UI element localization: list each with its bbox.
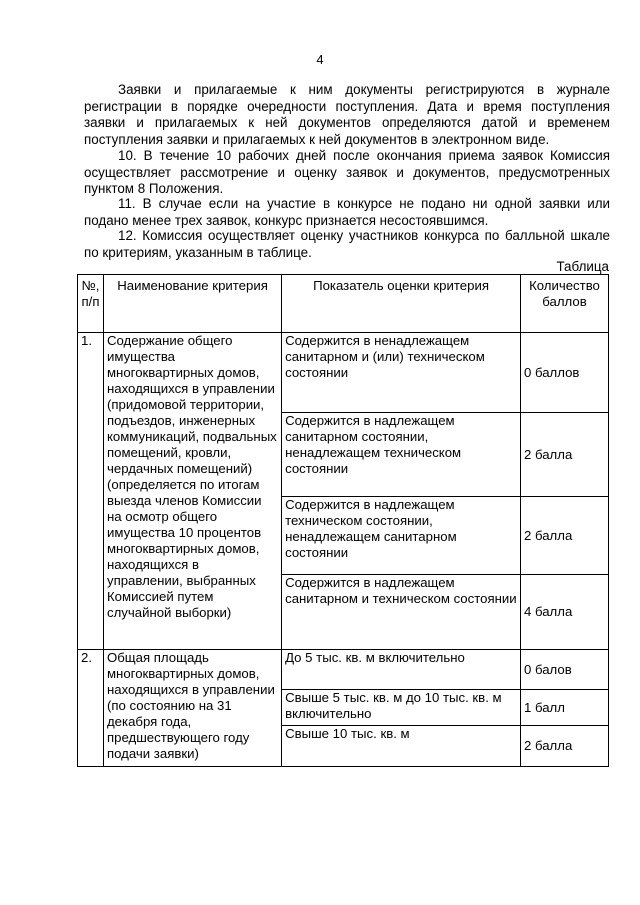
indicator-cell: До 5 тыс. кв. м включительно: [282, 650, 521, 690]
indicator-cell: Содержится в надлежащем санитарном состоянии, ненадлежащем техническом состоянии: [282, 413, 521, 497]
paragraph: [84, 196, 610, 229]
criterion-number: 1.: [78, 333, 104, 650]
score-cell: 2 балла: [520, 726, 608, 767]
paragraph: [84, 82, 610, 148]
criterion-number: 2.: [78, 650, 104, 767]
header-score: Количество баллов: [520, 275, 608, 333]
page-number: 4: [316, 52, 324, 67]
score-cell: 2 балла: [520, 413, 608, 497]
paragraph: [84, 228, 610, 261]
header-indicator: Показатель оценки критерия: [282, 275, 521, 333]
table-row: [78, 650, 609, 690]
table-row: [78, 333, 609, 413]
score-cell: 1 балл: [520, 690, 608, 726]
criterion-name: Содержание общего имущества многоквартирных домов, находящихся в управлении (придомовой территории, подъездов, инженерных коммуникаций, подвальных помещений, кровли, чердачных помещений): [106, 333, 277, 476]
criterion-name-cell: [103, 333, 281, 650]
paragraph-text: 11. В случае если на участие в конкурсе не подано ни одной заявки или подано менее трех заявок, конкурс признается несостоявшимся.: [84, 196, 610, 228]
criterion-note: (определяется по итогам выезда членов Комиссии на осмотр общего имущества 10 процентов многоквартирных домов, находящихся в управлении, выбранных Комиссией путем случайной выборки): [106, 477, 262, 620]
score-cell: 2 балла: [520, 497, 608, 575]
criterion-name: Общая площадь многоквартирных домов, находящихся в управлении (по состоянию на 31 декабря года, предшествующего году подачи заявки): [103, 650, 281, 767]
header-criterion-name: Наименование критерия: [103, 275, 281, 333]
header-num: №, п/п: [78, 275, 104, 333]
indicator-cell: Содержится в надлежащем техническом состоянии, ненадлежащем санитарном состоянии: [282, 497, 521, 575]
indicator-cell: Содержится в ненадлежащем санитарном и (или) техническом состоянии: [282, 333, 521, 413]
paragraph-text: 12. Комиссия осуществляет оценку участников конкурса по балльной шкале по критериям, указанным в таблице.: [84, 228, 610, 260]
score-cell: 4 балла: [520, 575, 608, 650]
score-cell: 0 баллов: [520, 333, 608, 413]
paragraph-text: Заявки и прилагаемые к ним документы регистрируются в журнале регистрации в порядке очередности поступления. Дата и время поступления заявки и прилагаемых к ней документов определяются датой и временем поступления заявки и прилагаемых к ней документов в электронном виде.: [84, 82, 610, 147]
paragraph: [84, 148, 610, 198]
indicator-cell: Свыше 5 тыс. кв. м до 10 тыс. кв. м включительно: [282, 690, 521, 726]
indicator-cell: Содержится в надлежащем санитарном и техническом состоянии: [282, 575, 521, 650]
paragraph-text: 10. В течение 10 рабочих дней после окончания приема заявок Комиссия осуществляет рассмотрение и оценку заявок и документов, предусмотренных пунктом 8 Положения.: [84, 148, 610, 197]
indicator-cell: Свыше 10 тыс. кв. м: [282, 726, 521, 767]
table-header-row: [78, 275, 609, 333]
score-cell: 0 балов: [520, 650, 608, 690]
criteria-table: [77, 274, 609, 767]
table-caption: Таблица: [556, 259, 609, 274]
